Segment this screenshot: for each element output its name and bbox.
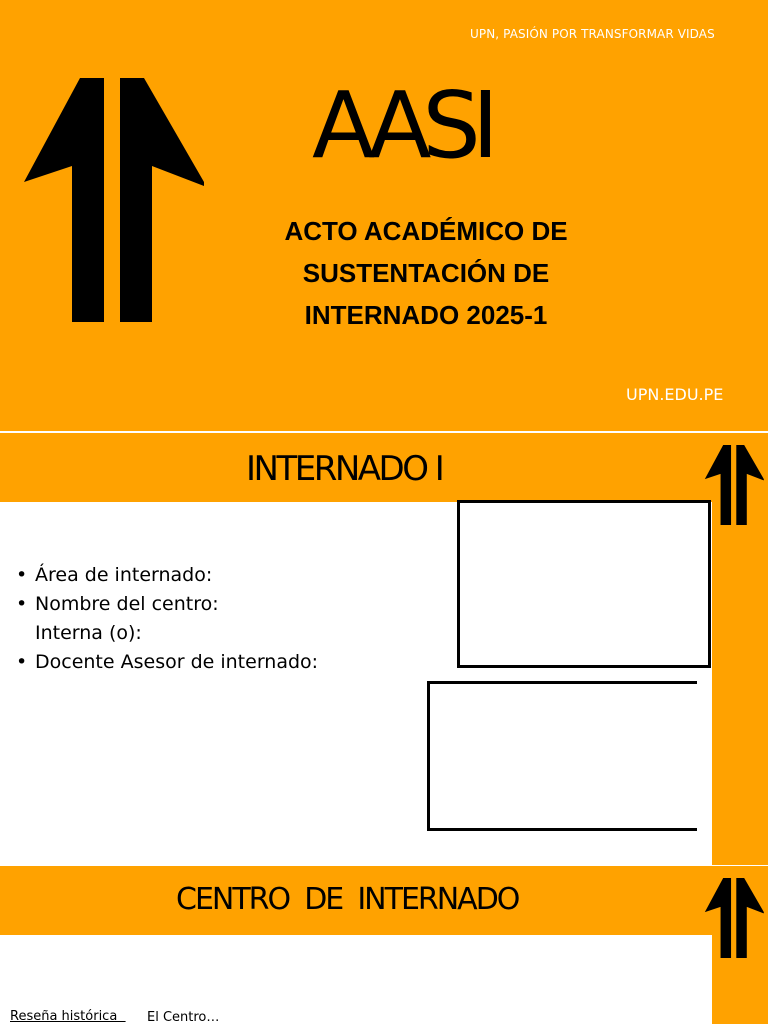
bullet: • xyxy=(16,564,28,586)
tagline: UPN, PASIÓN POR TRANSFORMAR VIDAS xyxy=(470,27,715,41)
photo-placeholder xyxy=(427,681,697,831)
item-label: Docente Asesor de internado: xyxy=(35,651,319,673)
slide-title: INTERNADO I xyxy=(246,449,443,489)
list-item xyxy=(16,619,318,648)
bullet: • xyxy=(16,593,28,615)
upn-arrow-logo-icon xyxy=(703,445,765,525)
historical-review-link[interactable]: Reseña histórica xyxy=(10,1009,126,1024)
website-link[interactable]: UPN.EDU.PE xyxy=(626,385,724,404)
item-label: Interna (o): xyxy=(35,622,142,644)
subtitle: ACTO ACADÉMICO DE SUSTENTACIÓN DE INTERNADO 2025-1 xyxy=(284,216,568,330)
upn-arrow-logo-icon xyxy=(20,78,206,322)
upn-arrow-logo-icon xyxy=(703,878,765,958)
list-item xyxy=(16,561,318,590)
list-item xyxy=(16,648,318,677)
item-label: Nombre del centro: xyxy=(35,593,219,615)
internado-slide xyxy=(0,433,768,865)
info-list xyxy=(16,561,318,677)
centro-slide xyxy=(0,866,768,1024)
item-label: Área de internado: xyxy=(35,564,213,586)
photo-placeholder xyxy=(457,500,711,668)
slide-title: CENTRO DE INTERNADO xyxy=(176,882,519,917)
bullet: • xyxy=(16,651,28,673)
title-slide xyxy=(0,0,768,431)
body-text: El Centro… xyxy=(147,1010,220,1025)
list-item xyxy=(16,590,318,619)
main-title: AASI xyxy=(312,72,490,179)
